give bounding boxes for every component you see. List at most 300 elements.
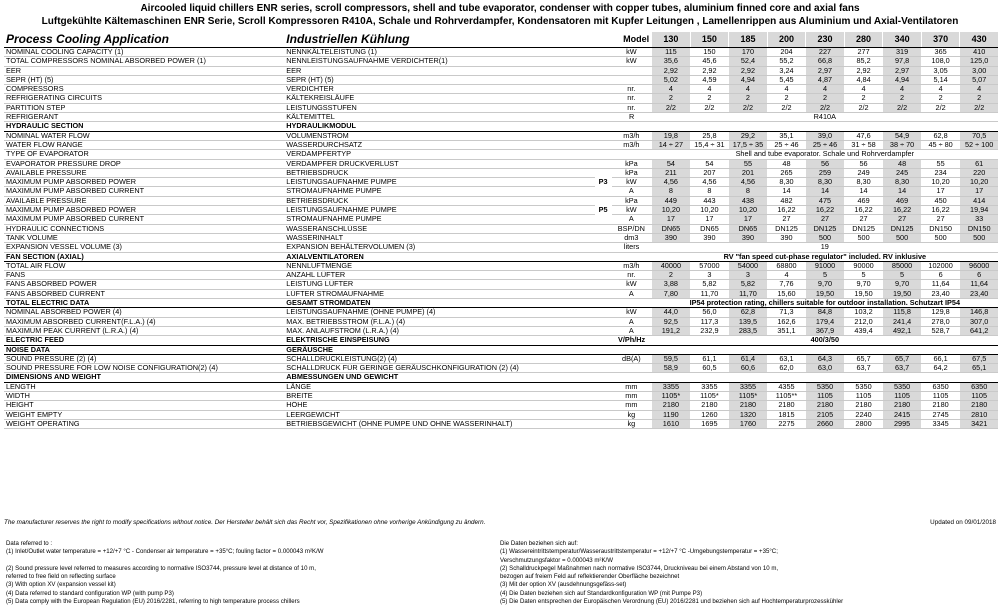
row-label-de: KÄLTEMITTEL: [284, 113, 594, 122]
value-cell: 63,7: [844, 364, 883, 373]
table-row: [4, 75, 998, 84]
row-label-de: ANZAHL LÜFTER: [284, 271, 594, 280]
row-label-de: ABMESSUNGEN UND GEWICHT: [284, 373, 594, 382]
value-cell: 2: [652, 271, 691, 280]
value-cell: 23,40: [960, 289, 998, 298]
value-cell: 3355: [729, 382, 768, 391]
value-cell: 1105: [960, 391, 998, 400]
value-cell: 60,5: [690, 364, 729, 373]
value-cell: 2180: [767, 401, 806, 410]
value-cell: 6350: [921, 382, 960, 391]
value-cell: DN150: [921, 224, 960, 233]
row-label-de: MAX. ANLAUFSTROM (L.R.A.) (4): [284, 326, 594, 335]
value-cell: 1105**: [767, 391, 806, 400]
value-cell: 14: [767, 187, 806, 196]
value-cell: 14: [844, 187, 883, 196]
row-label-de: HYDRAULIKMODUL: [284, 122, 594, 131]
value-cell: 1760: [729, 419, 768, 428]
row-label-de: STROMAUFNAHME PUMPE: [284, 215, 594, 224]
value-cell: 475: [806, 196, 845, 205]
row-label-en: LENGTH: [4, 382, 284, 391]
unit-cell: nr.: [612, 271, 652, 280]
value-cell: 1105*: [690, 391, 729, 400]
value-cell: 482: [767, 196, 806, 205]
value-cell: 265: [767, 168, 806, 177]
value-cell: 19,94: [960, 206, 998, 215]
value-cell: 3355: [690, 382, 729, 391]
value-cell: 2,92: [652, 66, 691, 75]
value-cell: 277: [844, 48, 883, 57]
row-label-de: WASSERANSCHLÜSSE: [284, 224, 594, 233]
blank-cell: [595, 308, 612, 317]
value-cell: 170: [729, 48, 768, 57]
row-label-en: TOTAL AIR FLOW: [4, 261, 284, 270]
value-cell: 64,3: [806, 354, 845, 363]
row-label-de: LEISTUNGSAUFNAHME PUMPE: [284, 178, 594, 187]
row-label-de: ELEKTRISCHE EINSPEISUNG: [284, 336, 594, 345]
value-cell: 64,2: [921, 364, 960, 373]
unit-cell: kW: [612, 57, 652, 66]
value-cell: 283,5: [729, 326, 768, 335]
value-cell: 16,22: [921, 206, 960, 215]
note-line: Die Daten beziehen sich auf:: [500, 540, 578, 547]
value-cell: 48: [883, 159, 922, 168]
blank-cell: [595, 122, 612, 131]
value-cell: 55,2: [767, 57, 806, 66]
row-label-en: WEIGHT OPERATING: [4, 419, 284, 428]
row-label-en: AVAILABLE PRESSURE: [4, 196, 284, 205]
value-cell: 204: [767, 48, 806, 57]
value-cell: 2: [806, 94, 845, 103]
value-cell: 2: [960, 94, 998, 103]
row-label-de: LEISTUNG LÜFTER: [284, 280, 594, 289]
note-line: Verschmutzungsfaktor = 0.000043 m²K/W: [500, 556, 613, 564]
value-cell: 5,07: [960, 75, 998, 84]
row-label-en: TOTAL COMPRESSORS NOMINAL ABSORBED POWER (1): [4, 57, 284, 66]
table-row: [4, 308, 998, 317]
value-cell: 367,9: [806, 326, 845, 335]
value-cell: 469: [883, 196, 922, 205]
value-cell: 19,8: [652, 131, 691, 140]
value-cell: 1260: [690, 410, 729, 419]
value-cell: 438: [729, 196, 768, 205]
value-cell: 2180: [690, 401, 729, 410]
value-cell: 11,64: [921, 280, 960, 289]
value-cell: 96000: [960, 261, 998, 270]
value-cell: 11,64: [960, 280, 998, 289]
value-cell: 443: [690, 196, 729, 205]
value-cell: 2,97: [883, 66, 922, 75]
value-cell: 7,76: [767, 280, 806, 289]
value-cell: 44,0: [652, 308, 691, 317]
row-label-de: AXIALVENTILATOREN: [284, 252, 594, 261]
value-cell: 5,02: [652, 75, 691, 84]
unit-cell: [612, 364, 652, 373]
value-cell: 27: [883, 215, 922, 224]
model-column-header: 150: [690, 32, 729, 48]
value-cell: 48: [767, 159, 806, 168]
section-row: [4, 345, 998, 354]
value-cell: 319: [883, 48, 922, 57]
row-label-de: LEERGEWICHT: [284, 410, 594, 419]
value-cell: 4: [806, 85, 845, 94]
model-column-header: 370: [921, 32, 960, 48]
value-cell: 4: [921, 85, 960, 94]
value-cell: 52 ÷ 100: [960, 140, 998, 149]
row-label-en: TYPE OF EVAPORATOR: [4, 150, 284, 159]
header-application-en: Process Cooling Application: [4, 32, 284, 48]
value-cell: 9,70: [844, 280, 883, 289]
row-label-de: LÜFTER STROMAUFNAHME: [284, 289, 594, 298]
value-cell: 71,3: [767, 308, 806, 317]
unit-cell: [612, 122, 652, 131]
value-cell: 10,20: [960, 178, 998, 187]
value-cell: 70,5: [960, 131, 998, 140]
value-cell: 17: [690, 215, 729, 224]
value-cell: 108,0: [921, 57, 960, 66]
blank-cell: [595, 159, 612, 168]
value-cell: 56: [844, 159, 883, 168]
value-cell: 97,8: [883, 57, 922, 66]
value-cell: 3,88: [652, 280, 691, 289]
row-label-en: WIDTH: [4, 391, 284, 400]
value-cell: 500: [883, 233, 922, 242]
value-cell: 19,50: [806, 289, 845, 298]
value-cell: 16,22: [883, 206, 922, 215]
row-label-en: EER: [4, 66, 284, 75]
unit-cell: mm: [612, 401, 652, 410]
value-cell: 38 ÷ 70: [883, 140, 922, 149]
value-cell: 191,2: [652, 326, 691, 335]
value-cell: 500: [960, 233, 998, 242]
value-cell: DN65: [652, 224, 691, 233]
row-label-en: HYDRAULIC CONNECTIONS: [4, 224, 284, 233]
value-cell: 2/2: [806, 103, 845, 112]
table-row: [4, 187, 998, 196]
value-cell: 8,30: [806, 178, 845, 187]
value-cell: 19,50: [883, 289, 922, 298]
table-row: [4, 196, 998, 205]
section-row: [4, 373, 998, 382]
row-label-en: FAN SECTION (AXIAL): [4, 252, 284, 261]
value-cell: 17: [960, 187, 998, 196]
value-cell: 33: [960, 215, 998, 224]
value-cell: 2240: [844, 410, 883, 419]
row-label-en: EVAPORATOR PRESSURE DROP: [4, 159, 284, 168]
row-label-de: VERDAMPFER DRUCKVERLUST: [284, 159, 594, 168]
value-cell: 129,8: [921, 308, 960, 317]
table-row: [4, 131, 998, 140]
value-cell: 1695: [690, 419, 729, 428]
blank-cell: [595, 75, 612, 84]
table-row: [4, 224, 998, 233]
unit-cell: kg: [612, 419, 652, 428]
model-column-header: 340: [883, 32, 922, 48]
value-cell: 8,30: [844, 178, 883, 187]
value-cell: 84,8: [806, 308, 845, 317]
unit-cell: liters: [612, 243, 652, 252]
unit-cell: BSP/DN: [612, 224, 652, 233]
value-cell: 2,92: [690, 66, 729, 75]
blank-cell: [595, 354, 612, 363]
value-cell: 1105: [844, 391, 883, 400]
section-row: [4, 122, 998, 131]
value-cell: 1105: [921, 391, 960, 400]
value-cell: 4: [767, 271, 806, 280]
value-cell: 8,30: [767, 178, 806, 187]
value-cell: DN125: [767, 224, 806, 233]
value-cell: 3,00: [960, 66, 998, 75]
row-label-de: LEISTUNGSAUFNAHME PUMPE: [284, 206, 594, 215]
value-cell: 3: [729, 271, 768, 280]
table-row: [4, 233, 998, 242]
title-english: Aircooled liquid chillers ENR series, scroll compressors, shell and tube evaporator, condenser with copper tubes, aluminium finned core and axial fans: [140, 3, 860, 14]
value-cell: DN125: [883, 224, 922, 233]
value-cell: 67,5: [960, 354, 998, 363]
value-cell: 17: [652, 215, 691, 224]
value-cell: 390: [690, 233, 729, 242]
row-label-en: REFRIGERANT: [4, 113, 284, 122]
value-cell: 2180: [729, 401, 768, 410]
row-label-de: GESAMT STROMDATEN: [284, 299, 594, 308]
value-cell: 2810: [960, 410, 998, 419]
unit-cell: dm3: [612, 233, 652, 242]
row-label-en: HEIGHT: [4, 401, 284, 410]
unit-cell: kW: [612, 206, 652, 215]
spanning-value: 400/3/50: [652, 336, 998, 345]
row-label-en: AVAILABLE PRESSURE: [4, 168, 284, 177]
note-line: (4) Data referred to standard configuration WP (with pump P3): [6, 589, 174, 597]
row-label-en: PARTITION STEP: [4, 103, 284, 112]
value-cell: 125,0: [960, 57, 998, 66]
value-cell: 4,59: [690, 75, 729, 84]
blank-cell: [595, 48, 612, 57]
value-cell: 5,45: [767, 75, 806, 84]
value-cell: 40000: [652, 261, 691, 270]
value-cell: 102000: [921, 261, 960, 270]
unit-cell: R: [612, 113, 652, 122]
table-row: [4, 261, 998, 270]
unit-cell: dB(A): [612, 354, 652, 363]
note-line: referred to free field on reflecting surface: [6, 573, 116, 581]
blank-cell: [595, 85, 612, 94]
value-cell: 1190: [652, 410, 691, 419]
value-cell: DN125: [806, 224, 845, 233]
value-cell: 62,0: [767, 364, 806, 373]
spanning-value: R410A: [652, 113, 998, 122]
value-cell: 54: [652, 159, 691, 168]
value-cell: 2/2: [844, 103, 883, 112]
value-cell: 117,3: [690, 317, 729, 326]
value-cell: DN65: [729, 224, 768, 233]
value-cell: 450: [921, 196, 960, 205]
table-row: [4, 85, 998, 94]
unit-cell: m3/h: [612, 261, 652, 270]
blank-cell: [595, 271, 612, 280]
section-row: [4, 252, 998, 261]
value-cell: 4: [729, 85, 768, 94]
model-column-header: 430: [960, 32, 998, 48]
value-cell: 2995: [883, 419, 922, 428]
row-label-en: NOMINAL WATER FLOW: [4, 131, 284, 140]
value-cell: 15,60: [767, 289, 806, 298]
value-cell: 2: [690, 94, 729, 103]
value-cell: 3355: [652, 382, 691, 391]
value-cell: 3421: [960, 419, 998, 428]
note-line: (2) Sound pressure level referred to measures according to normative ISO3744, pressure level at distance of 10 m,: [6, 564, 316, 572]
model-column-header: 130: [652, 32, 691, 48]
blank-cell: [595, 224, 612, 233]
unit-cell: [612, 252, 652, 261]
row-label-en: SEPR (HT) (5): [4, 75, 284, 84]
row-label-de: NENNLUFTMENGE: [284, 261, 594, 270]
value-cell: 25 ÷ 46: [767, 140, 806, 149]
value-cell: 29,2: [729, 131, 768, 140]
unit-cell: kg: [612, 410, 652, 419]
value-cell: 2/2: [883, 103, 922, 112]
value-cell: 3: [690, 271, 729, 280]
blank-cell: [595, 382, 612, 391]
value-cell: 10,20: [690, 206, 729, 215]
row-label-en: TOTAL ELECTRIC DATA: [4, 299, 284, 308]
row-label-de: BETRIEBSDRUCK: [284, 196, 594, 205]
value-cell: 91000: [806, 261, 845, 270]
value-cell: 5,82: [690, 280, 729, 289]
row-label-en: NOMINAL COOLING CAPACITY (1): [4, 48, 284, 57]
value-cell: 1815: [767, 410, 806, 419]
value-cell: 2/2: [652, 103, 691, 112]
value-cell: 2: [767, 94, 806, 103]
value-cell: 146,8: [960, 308, 998, 317]
row-label-en: WATER FLOW RANGE: [4, 140, 284, 149]
blank-cell: [595, 252, 612, 261]
note-line: (1) Inlet/Outlet water temperature = +12/+7 °C - Condenser air temperature = +35°C; fouling factor = 0.000043 m²K/W: [6, 548, 324, 556]
table-row: [4, 150, 998, 159]
table-row: [4, 206, 998, 215]
row-label-en: FANS ABSORBED CURRENT: [4, 289, 284, 298]
unit-cell: kPa: [612, 196, 652, 205]
unit-cell: m3/h: [612, 140, 652, 149]
note-line: bezogen auf freiem Feld auf reflektierender Oberfläche bezeichnet: [500, 573, 680, 581]
value-cell: 10,20: [921, 178, 960, 187]
unit-cell: V/Ph/Hz: [612, 336, 652, 345]
value-cell: 259: [806, 168, 845, 177]
value-cell: 23,40: [921, 289, 960, 298]
blank-cell: [595, 66, 612, 75]
row-label-de: WASSERDURCHSATZ: [284, 140, 594, 149]
row-label-de: NENNKÄLTELEISTUNG (1): [284, 48, 594, 57]
value-cell: 35,1: [767, 131, 806, 140]
value-cell: 6350: [960, 382, 998, 391]
value-cell: 5: [806, 271, 845, 280]
spanning-value: Shell and tube evaporator. Schale und Rohrverdampfer: [652, 150, 998, 159]
table-row: [4, 94, 998, 103]
value-cell: 62,8: [921, 131, 960, 140]
value-cell: 207: [690, 168, 729, 177]
value-cell: 2: [883, 94, 922, 103]
value-cell: 1105: [883, 391, 922, 400]
empty-value-span: [652, 122, 998, 131]
value-cell: 55: [729, 159, 768, 168]
blank-cell: [595, 113, 612, 122]
blank-cell: [595, 280, 612, 289]
row-label-de: VERDAMPFERTYP: [284, 150, 594, 159]
value-cell: 2: [729, 94, 768, 103]
value-cell: 19,50: [844, 289, 883, 298]
table-row: [4, 364, 998, 373]
value-cell: 63,7: [883, 364, 922, 373]
value-cell: 25,8: [690, 131, 729, 140]
unit-cell: A: [612, 215, 652, 224]
row-label-en: MAXIMUM PEAK CURRENT (L.R.A.) (4): [4, 326, 284, 335]
value-cell: 15,4 ÷ 31: [690, 140, 729, 149]
blank-cell: [595, 131, 612, 140]
row-label-en: EXPANSION VESSEL VOLUME (3): [4, 243, 284, 252]
value-cell: 59,5: [652, 354, 691, 363]
row-label-en: REFRIGERATING CIRCUITS: [4, 94, 284, 103]
value-cell: 162,6: [767, 317, 806, 326]
row-label-de: MAX. BETRIEBSSTROM (F.L.A.) (4): [284, 317, 594, 326]
value-cell: 56: [806, 159, 845, 168]
value-cell: 2180: [960, 401, 998, 410]
model-column-header: 280: [844, 32, 883, 48]
blank-cell: [595, 419, 612, 428]
unit-cell: [612, 150, 652, 159]
table-row: [4, 391, 998, 400]
model-column-header: 185: [729, 32, 768, 48]
value-cell: 2180: [844, 401, 883, 410]
value-cell: 90000: [844, 261, 883, 270]
unit-cell: kW: [612, 280, 652, 289]
value-cell: 57000: [690, 261, 729, 270]
blank-cell: [595, 94, 612, 103]
value-cell: 2,97: [806, 66, 845, 75]
value-cell: 2/2: [729, 103, 768, 112]
unit-cell: kPa: [612, 168, 652, 177]
value-cell: 45 ÷ 80: [921, 140, 960, 149]
value-cell: 66,8: [806, 57, 845, 66]
value-cell: 3345: [921, 419, 960, 428]
value-cell: 65,7: [844, 354, 883, 363]
value-cell: 390: [729, 233, 768, 242]
value-cell: 4: [652, 85, 691, 94]
value-cell: 65,1: [960, 364, 998, 373]
value-cell: 1105*: [729, 391, 768, 400]
value-cell: 5,82: [729, 280, 768, 289]
value-cell: 11,70: [690, 289, 729, 298]
value-cell: 2/2: [690, 103, 729, 112]
value-cell: 17: [729, 215, 768, 224]
value-cell: 47,6: [844, 131, 883, 140]
value-cell: 56,0: [690, 308, 729, 317]
spanning-value: IP54 protection rating, chillers suitable for outdoor installation. Schutzart IP54: [652, 299, 998, 308]
title-german: Luftgekühlte Kältemaschinen ENR Serie, Scroll Kompressoren R410A, Schale und Rohrverdampfer, Kondensatoren mit Kupfer Leitungen , Lamellenrippen aus Aluminium und Axial-Ventilatoren: [41, 16, 959, 27]
value-cell: DN125: [844, 224, 883, 233]
blank-cell: [595, 326, 612, 335]
value-cell: 45,6: [690, 57, 729, 66]
row-label-de: NENNLEISTUNGSAUFNAHME VERDICHTER(1): [284, 57, 594, 66]
value-cell: 27: [921, 215, 960, 224]
value-cell: 4: [767, 85, 806, 94]
blank-cell: [595, 373, 612, 382]
blank-cell: [595, 261, 612, 270]
updated-date: Updated on 09/01/2018: [930, 519, 996, 526]
unit-cell: m3/h: [612, 131, 652, 140]
table-row: [4, 103, 998, 112]
value-cell: 227: [806, 48, 845, 57]
header-application-de: Industriellen Kühlung: [284, 32, 594, 48]
row-label-de: VOLUMENSTROM: [284, 131, 594, 140]
